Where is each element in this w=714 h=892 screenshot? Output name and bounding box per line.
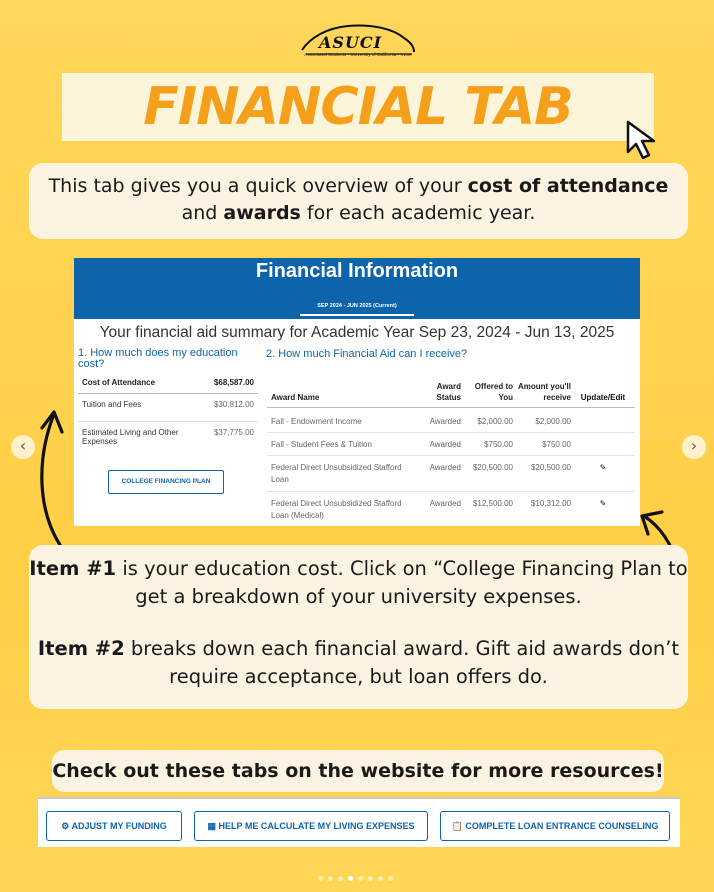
award-status: Awarded bbox=[429, 417, 461, 426]
col-award-name: Award Name bbox=[271, 393, 320, 402]
intro-bubble bbox=[29, 163, 688, 239]
edit-pencil-icon[interactable]: ✎ bbox=[599, 463, 607, 472]
carousel-dot[interactable] bbox=[328, 876, 333, 881]
living-expenses-label: HELP ME CALCULATE MY LIVING EXPENSES bbox=[218, 821, 415, 831]
adjust-funding-button[interactable] bbox=[46, 811, 182, 841]
carousel-dot[interactable] bbox=[388, 876, 393, 881]
chevron-right-icon[interactable]: › bbox=[682, 435, 706, 459]
question-financial-aid: 2. How much Financial Aid can I receive? bbox=[266, 348, 468, 360]
award-offered: $20,500.00 bbox=[472, 463, 513, 472]
award-offered: $12,500.00 bbox=[472, 499, 513, 508]
cost-header-value: $68,587.00 bbox=[213, 378, 254, 387]
tab-underline bbox=[300, 314, 414, 316]
award-name: Federal Direct Unsubsidized Stafford Loan bbox=[271, 463, 402, 484]
cursor-arrow-icon bbox=[624, 120, 664, 162]
table-row bbox=[78, 424, 258, 454]
award-receive: $750.00 bbox=[542, 440, 571, 449]
tab-academic-year[interactable]: SEP 2024 - JUN 2025 (Current) bbox=[317, 303, 397, 309]
award-receive: $2,000.00 bbox=[535, 417, 571, 426]
item2-label: Item #2 bbox=[37, 637, 125, 660]
carousel-dot[interactable] bbox=[318, 876, 323, 881]
intro-bold-awards: awards bbox=[223, 202, 301, 224]
intro-text-1: This tab gives you a quick overview of your bbox=[48, 175, 468, 197]
item1-label: Item #1 bbox=[29, 557, 117, 580]
award-status: Awarded bbox=[429, 499, 461, 508]
col-award-status: Award Status bbox=[436, 382, 461, 402]
aid-summary-heading: Your financial aid summary for Academic Year Sep 23, 2024 - Jun 13, 2025 bbox=[99, 324, 615, 341]
carousel-dot[interactable] bbox=[378, 876, 383, 881]
cost-header-label: Cost of Attendance bbox=[82, 378, 156, 387]
edit-pencil-icon[interactable]: ✎ bbox=[599, 499, 607, 508]
item1-paragraph bbox=[29, 555, 688, 611]
carousel-dot[interactable] bbox=[368, 876, 373, 881]
col-offered: Offered to You bbox=[474, 382, 513, 402]
cost-value: $37,775.00 bbox=[213, 428, 254, 437]
award-receive: $10,312.00 bbox=[530, 499, 571, 508]
award-status: Awarded bbox=[429, 463, 461, 472]
item2-paragraph bbox=[29, 635, 688, 691]
table-row bbox=[267, 433, 635, 456]
award-offered: $2,000.00 bbox=[477, 417, 513, 426]
cost-label: Estimated Living and Other Expenses bbox=[82, 428, 179, 446]
table-row bbox=[78, 396, 258, 422]
financial-info-screenshot bbox=[74, 258, 640, 526]
award-name: Fall - Endowment Income bbox=[271, 417, 362, 426]
living-expenses-button[interactable] bbox=[194, 811, 428, 841]
adjust-funding-label: ADJUST MY FUNDING bbox=[71, 821, 167, 831]
loan-counseling-button[interactable] bbox=[440, 811, 670, 841]
carousel-dot[interactable] bbox=[348, 876, 353, 881]
carousel-dot[interactable] bbox=[358, 876, 363, 881]
resources-bar bbox=[38, 797, 680, 847]
col-update-edit: Update/Edit bbox=[580, 393, 626, 402]
award-offered: $750.00 bbox=[484, 440, 513, 449]
calculator-icon: ▦ bbox=[207, 821, 216, 831]
loan-counseling-label: COMPLETE LOAN ENTRANCE COUNSELING bbox=[465, 821, 659, 831]
cta-banner: Check out these tabs on the website for more resources! bbox=[52, 750, 664, 792]
award-receive: $20,500.00 bbox=[530, 463, 571, 472]
table-row bbox=[267, 492, 635, 526]
college-financing-plan-button[interactable]: COLLEGE FINANCING PLAN bbox=[108, 470, 224, 494]
card-header-title: Financial Information bbox=[255, 260, 459, 282]
award-name: Federal Direct Unsubsidized Stafford Loan (Medical) bbox=[271, 499, 402, 520]
chevron-left-icon[interactable]: ‹ bbox=[11, 435, 35, 459]
logo-text: ASUCI bbox=[319, 33, 383, 52]
intro-text-2: and bbox=[181, 202, 224, 224]
item2-text: breaks down each financial award. Gift aid awards don’t require acceptance, but loan offers do. bbox=[124, 637, 680, 688]
award-name: Fall - Student Fees & Tuition bbox=[271, 440, 372, 449]
item1-text: is your education cost. Click on “College Financing Plan to get a breakdown of your university expenses. bbox=[116, 557, 688, 608]
col-receive: Amount you'll receive bbox=[517, 382, 571, 402]
curved-arrow-left-icon bbox=[32, 400, 72, 550]
intro-text-3: for each academic year. bbox=[300, 202, 536, 224]
question-education-cost: 1. How much does my education cost? bbox=[78, 347, 238, 370]
carousel-indicator bbox=[318, 876, 398, 882]
clipboard-icon: 📋 bbox=[451, 821, 463, 831]
logo-subtitle: Associated Students • University of California • Irvine bbox=[304, 52, 412, 57]
award-status: Awarded bbox=[429, 440, 461, 449]
intro-bold-cost: cost of attendance bbox=[467, 175, 669, 197]
cost-label: Tuition and Fees bbox=[82, 400, 142, 409]
page-title: FINANCIAL TAB bbox=[143, 77, 573, 137]
aid-table-header bbox=[267, 366, 635, 408]
table-row bbox=[267, 456, 635, 492]
table-row bbox=[267, 410, 635, 433]
explanation-bubble bbox=[29, 545, 688, 709]
gear-icon: ⚙ bbox=[61, 821, 70, 831]
cost-table-header bbox=[78, 374, 258, 394]
carousel-dot[interactable] bbox=[338, 876, 343, 881]
cost-value: $30,812.00 bbox=[213, 400, 254, 409]
